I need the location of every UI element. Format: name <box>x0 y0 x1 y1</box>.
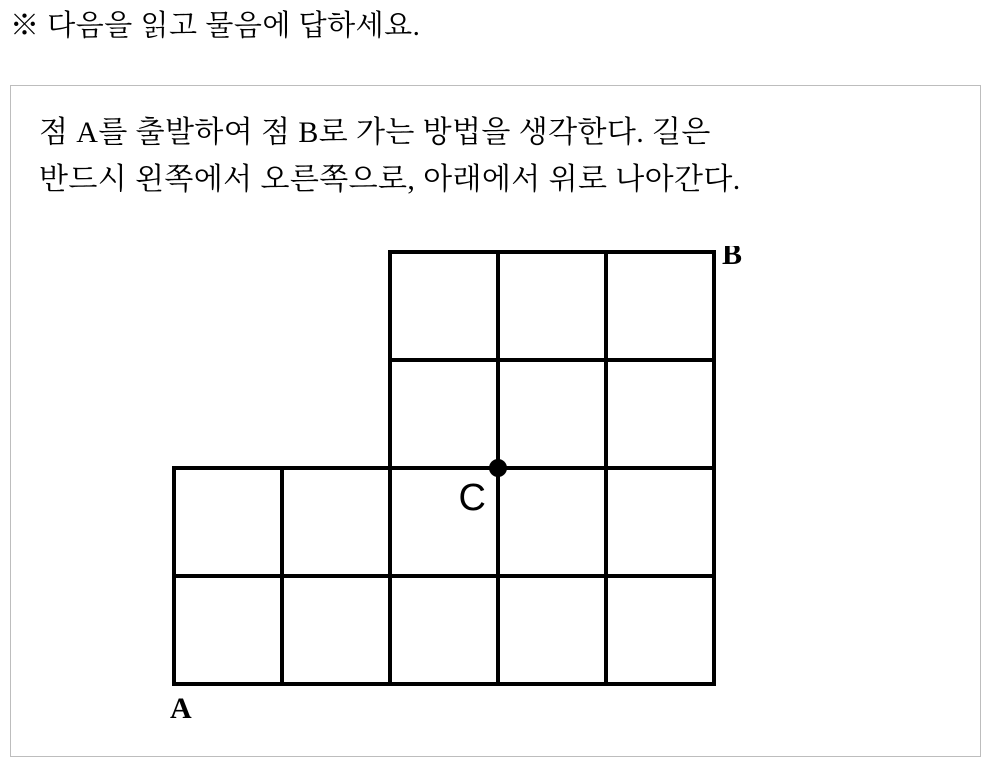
problem-statement <box>39 110 954 203</box>
problem-line-1: 점 A를 출발하여 점 B로 가는 방법을 생각한다. 길은 <box>39 116 711 149</box>
label-c: C <box>458 477 486 519</box>
problem-box <box>10 85 981 757</box>
instruction-text: ※ 다음을 읽고 물음에 답하세요. <box>10 10 421 42</box>
lattice-grid-figure <box>166 246 826 726</box>
problem-line-2: 반드시 왼쪽에서 오른쪽으로, 아래에서 위로 나아간다. <box>39 162 741 196</box>
figure-container <box>11 246 980 746</box>
label-a: A <box>169 692 192 725</box>
point-c-marker <box>489 459 507 477</box>
label-b: B <box>721 246 742 271</box>
